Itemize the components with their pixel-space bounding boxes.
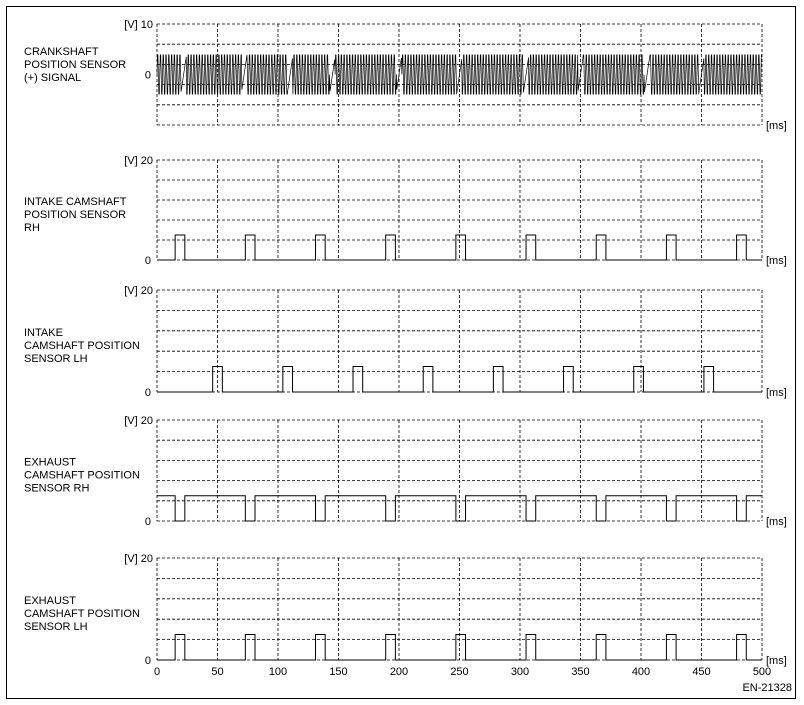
y-axis-zero-label: 0 xyxy=(144,69,151,82)
x-tick-label: 50 xyxy=(211,666,224,678)
panel-title-line: EXHAUST xyxy=(24,456,76,469)
y-axis-zero-label: 0 xyxy=(144,655,151,667)
x-tick-label: 300 xyxy=(510,666,530,678)
y-axis-max-label: [V] 20 xyxy=(124,155,153,167)
panel-title-line: INTAKE CAMSHAFT xyxy=(24,196,127,208)
panel-title-line: EXHAUST xyxy=(24,595,76,607)
y-axis-max-label: [V] 20 xyxy=(124,285,153,297)
x-tick-label: 400 xyxy=(631,666,651,678)
y-axis-max-label: [V] 10 xyxy=(124,19,153,31)
panel-title-line: SENSOR LH xyxy=(24,621,88,633)
x-tick-label: 150 xyxy=(329,666,348,678)
x-unit-label: [ms] xyxy=(766,516,787,528)
panel-title-line: CRANKSHAFT xyxy=(24,46,99,58)
y-axis-max-label: [V] 20 xyxy=(124,415,153,427)
panel-title-line: INTAKE xyxy=(24,327,63,339)
x-tick-label: 250 xyxy=(450,666,469,678)
panel-title-line: SENSOR RH xyxy=(24,482,90,495)
x-tick-label: 0 xyxy=(153,666,161,678)
panel-title-line: POSITION SENSOR xyxy=(24,209,127,221)
y-axis-max-label: [V] 20 xyxy=(124,553,153,565)
figure-code: EN-21328 xyxy=(742,682,792,694)
x-unit-label: [ms] xyxy=(766,120,787,132)
panel-title-line: CAMSHAFT POSITION xyxy=(24,469,140,482)
panel-title-line: RH xyxy=(24,222,40,234)
y-axis-zero-label: 0 xyxy=(144,387,151,399)
x-tick-label: 100 xyxy=(268,666,288,678)
panel-title-line: (+) SIGNAL xyxy=(24,72,82,84)
panel-title-line: CAMSHAFT POSITION xyxy=(24,340,140,352)
x-unit-label: [ms] xyxy=(766,655,787,667)
x-tick-label: 350 xyxy=(571,666,590,678)
x-unit-label: [ms] xyxy=(766,387,787,399)
panel-title-line: SENSOR LH xyxy=(24,353,88,365)
panel-title-line: CAMSHAFT POSITION xyxy=(24,608,140,620)
y-axis-zero-label: 0 xyxy=(144,516,151,528)
x-tick-label: 500 xyxy=(752,666,772,678)
panel-title-line: POSITION SENSOR xyxy=(24,59,127,71)
x-unit-label: [ms] xyxy=(766,255,787,267)
x-tick-label: 450 xyxy=(692,666,711,678)
x-tick-label: 200 xyxy=(389,666,409,678)
y-axis-zero-label: 0 xyxy=(144,255,151,267)
